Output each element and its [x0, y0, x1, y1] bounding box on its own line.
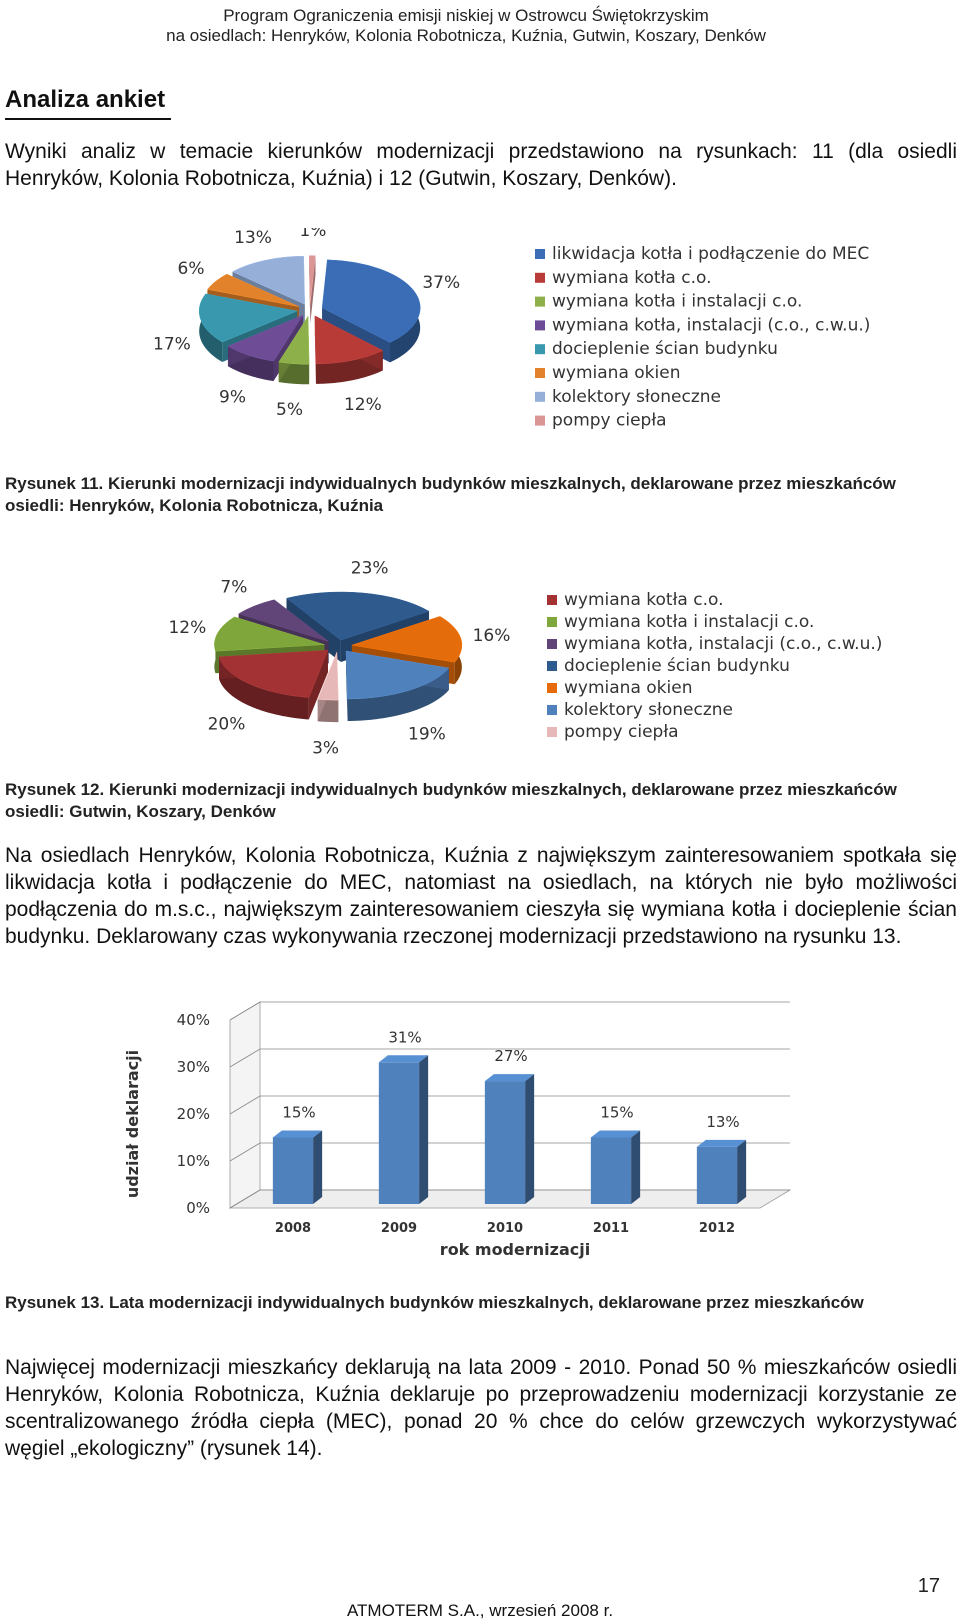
pie1-value-label-6: 13%	[234, 228, 272, 248]
pie2-legend-swatch-3	[547, 661, 557, 671]
bar-category-label-0: 2008	[274, 1221, 312, 1236]
bar-y-tick-3: 30%	[176, 1058, 210, 1076]
pie2-legend-label-1: wymiana kotła i instalacji c.o.	[564, 612, 815, 632]
pie1-value-label-4: 17%	[153, 334, 191, 355]
pie1-legend-swatch-3	[535, 320, 545, 330]
bar-2008	[273, 1131, 322, 1205]
pie1-legend-label-5: wymiana okien	[552, 363, 681, 383]
pie2-legend-swatch-1	[547, 617, 557, 627]
pie-chart-1	[120, 228, 900, 443]
bar-value-label-1: 31%	[388, 1028, 422, 1047]
pie1-legend-label-2: wymiana kotła i instalacji c.o.	[552, 291, 803, 312]
bar-2010	[485, 1074, 534, 1204]
bar-2009	[379, 1055, 428, 1204]
figure-11-caption: Rysunek 11. Kierunki modernizacji indywidualnych budynków mieszkalnych, deklarowane przez mieszkańców osiedli: Henryków, Kolonia Robotnicza, Kuźnia	[5, 474, 896, 515]
bar-category-label-3: 2011	[592, 1221, 630, 1236]
bar-gridline-4	[230, 1002, 790, 1020]
pie2-value-label-6: 3%	[312, 738, 340, 755]
bar-y-tick-2: 20%	[176, 1105, 210, 1123]
figure-11-pie-chart	[120, 228, 900, 443]
figure-13-caption: Rysunek 13. Lata modernizacji indywidualnych budynków mieszkalnych, deklarowane przez mieszkańców	[5, 1293, 864, 1312]
pie2-value-label-2: 7%	[220, 577, 248, 598]
pie1-legend-label-7: pompy ciepła	[552, 410, 667, 431]
pie1-value-label-1: 12%	[343, 395, 382, 416]
pie1-legend-swatch-2	[535, 297, 545, 307]
pie2-legend-label-3: docieplenie ścian budynku	[564, 656, 790, 676]
pie1-legend-swatch-7	[535, 416, 545, 426]
pie1-legend-swatch-4	[535, 344, 545, 354]
pie1-value-label-2: 5%	[276, 400, 304, 421]
bar-y-tick-0: 0%	[186, 1199, 210, 1217]
closing-paragraph: Najwięcej modernizacji mieszkańcy deklarują na lata 2009 - 2010. Ponad 50 % mieszkańców osiedli Henryków, Kolonia Robotnicza, Kuźnia deklaruje po przeprowadzeniu modernizacji korzystanie ze scentralizowanego źródła ciepła (MEC), ponad 20 % chce do celów grzewczych wykorzystywać węgiel „ekologiczny” (rysunek 14).	[5, 1356, 957, 1460]
figure-12-pie-chart	[160, 560, 920, 755]
pie1-value-label-7: 1%	[299, 228, 327, 242]
bar-chart	[110, 990, 800, 1275]
pie2-legend-label-5: kolektory słoneczne	[564, 700, 734, 720]
pie2-value-label-5: 19%	[408, 724, 446, 745]
pie1-legend-label-4: docieplenie ścian budynku	[552, 339, 778, 360]
pie1-legend-label-0: likwidacja kotła i podłączenie do MEC	[552, 244, 870, 264]
pie1-value-label-5: 6%	[177, 258, 205, 279]
pie1-legend-swatch-5	[535, 368, 545, 378]
bar-value-label-3: 15%	[600, 1103, 634, 1122]
header-line-1: Program Ograniczenia emisji niskiej w Ostrowcu Świętokrzyskim	[223, 6, 709, 25]
pie2-value-label-0: 20%	[207, 714, 246, 735]
bar-y-tick-1: 10%	[176, 1152, 210, 1170]
header-line-2: na osiedlach: Henryków, Kolonia Robotnicza, Kuźnia, Gutwin, Koszary, Denków	[166, 26, 766, 45]
middle-paragraph: Na osiedlach Henryków, Kolonia Robotnicza, Kuźnia z największym zainteresowaniem spotkała się likwidacja kotła i podłączenie do MEC, natomiast na osiedlach, na których nie było możliwości podłączenia do m.s.c., największym zainteresowaniem cieszyła się wymiana kotła i docieplenie ścian budynku. Deklarowany czas wykonywania rzeczonej modernizacji przedstawiono na rysunku 13.	[5, 844, 957, 948]
pie1-legend-label-6: kolektory słoneczne	[552, 386, 722, 407]
pie2-legend-swatch-2	[547, 639, 557, 649]
bar-x-axis-label: rok modernizacji	[439, 1240, 591, 1259]
pie2-legend-label-2: wymiana kotła, instalacji (c.o., c.w.u.)	[564, 634, 883, 654]
pie1-value-label-0: 37%	[422, 273, 461, 294]
bar-category-label-4: 2012	[698, 1221, 736, 1236]
bar-category-label-1: 2009	[380, 1221, 418, 1236]
page-footer: ATMOTERM S.A., wrzesień 2008 r.	[346, 1601, 614, 1620]
pie2-legend-label-6: pompy ciepła	[564, 722, 679, 742]
pie2-legend-swatch-6	[547, 727, 557, 737]
page-header	[0, 6, 960, 46]
pie1-legend-label-1: wymiana kotła c.o.	[552, 267, 712, 288]
bar-y-tick-4: 40%	[176, 1011, 210, 1029]
bar-2012	[697, 1140, 746, 1204]
figure-13-bar-chart	[110, 990, 800, 1275]
pie2-legend-label-0: wymiana kotła c.o.	[564, 590, 724, 610]
bar-category-label-2: 2010	[486, 1221, 524, 1236]
pie2-legend-swatch-4	[547, 683, 557, 693]
pie1-legend-swatch-0	[535, 249, 545, 259]
pie2-legend-swatch-0	[547, 595, 557, 605]
pie2-value-label-4: 16%	[472, 625, 511, 646]
bar-value-label-4: 13%	[706, 1112, 740, 1131]
pie1-legend-swatch-1	[535, 273, 545, 283]
pie2-legend-swatch-5	[547, 705, 557, 715]
bar-value-label-0: 15%	[282, 1103, 316, 1122]
pie2-value-label-1: 12%	[168, 618, 207, 639]
intro-paragraph: Wyniki analiz w temacie kierunków modernizacji przedstawiono na rysunkach: 11 (dla osiedli Henryków, Kolonia Robotnicza, Kuźnia) i 12 (Gutwin, Koszary, Denków).	[5, 140, 957, 190]
bar-y-axis-label: udział deklaracji	[123, 1049, 142, 1199]
figure-12-caption: Rysunek 12. Kierunki modernizacji indywidualnych budynków mieszkalnych, deklarowane przez mieszkańców osiedli: Gutwin, Koszary, Denków	[5, 780, 897, 821]
bar-value-label-2: 27%	[494, 1047, 528, 1066]
section-title: Analiza ankiet	[5, 86, 171, 120]
pie1-legend-label-3: wymiana kotła, instalacji (c.o., c.w.u.)	[552, 315, 871, 336]
pie1-legend-swatch-6	[535, 392, 545, 402]
pie2-legend-label-4: wymiana okien	[564, 678, 693, 698]
pie1-value-label-3: 9%	[219, 387, 247, 408]
pie-chart-2	[160, 560, 920, 755]
bar-2011	[591, 1131, 640, 1205]
page-number: 17	[917, 1575, 940, 1597]
pie2-value-label-3: 23%	[350, 560, 389, 579]
